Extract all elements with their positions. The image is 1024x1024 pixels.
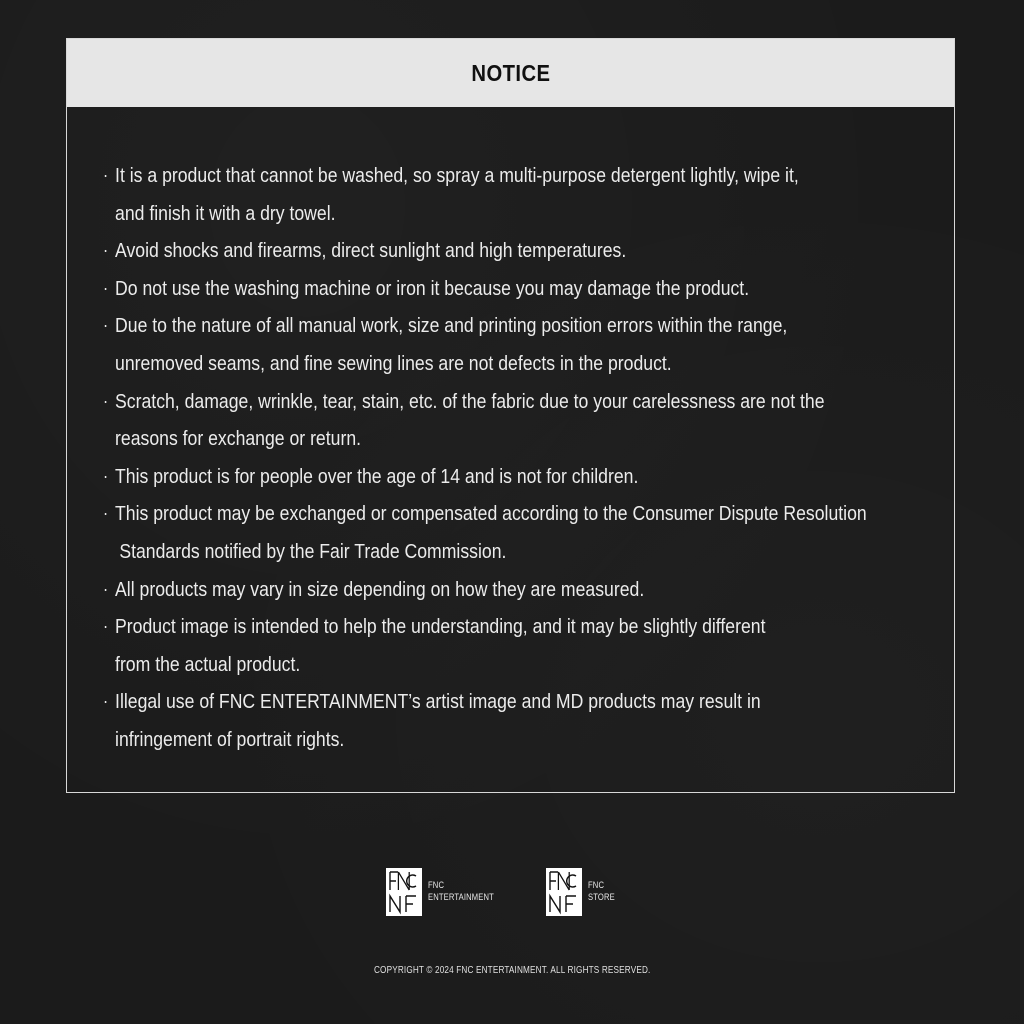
logo-line-2: STORE — [588, 892, 616, 903]
bullet: · — [103, 503, 109, 524]
notice-line: Do not use the washing machine or iron it because you may damage the product. — [115, 276, 750, 300]
fnc-entertainment-logo[interactable] — [386, 868, 510, 916]
fnc-store-label — [588, 880, 615, 904]
notice-item — [103, 458, 835, 496]
notice-line: Scratch, damage, wrinkle, tear, stain, etc. of the fabric due to your carelessness are not the — [115, 389, 825, 413]
copyright — [0, 964, 1024, 976]
logo-line-2: ENTERTAINMENT — [428, 892, 494, 903]
notice-item — [103, 307, 835, 382]
logo-line-1: FNC — [428, 880, 445, 891]
fnc-logo-mark-icon — [386, 868, 422, 916]
notice-item — [103, 571, 835, 609]
notice-line: Avoid shocks and firearms, direct sunlight and high temperatures. — [115, 239, 627, 263]
copyright-text: COPYRIGHT © 2024 FNC ENTERTAINMENT. ALL RIGHTS RESERVED. — [373, 964, 651, 976]
notice-line: and finish it with a dry towel. — [115, 201, 336, 225]
bullet: · — [103, 616, 109, 637]
notice-line: from the actual product. — [115, 652, 301, 676]
notice-list — [67, 107, 954, 759]
bullet: · — [103, 165, 109, 185]
notice-item — [103, 232, 835, 270]
notice-line: reasons for exchange or return. — [115, 427, 362, 451]
notice-line: This product may be exchanged or compensated according to the Consumer Dispute Resolution — [115, 502, 867, 526]
notice-line: infringement of portrait rights. — [115, 727, 345, 751]
notice-header — [67, 39, 954, 107]
notice-title: NOTICE — [470, 59, 551, 86]
notice-line: Due to the nature of all manual work, size and printing position errors within the range, — [115, 314, 788, 338]
notice-line: Illegal use of FNC ENTERTAINMENT’s artist image and MD products may result in — [115, 690, 761, 714]
notice-item — [103, 683, 835, 758]
notice-box — [66, 38, 955, 793]
bullet: · — [103, 315, 109, 336]
notice-line: All products may vary in size depending on how they are measured. — [115, 577, 645, 601]
notice-line: unremoved seams, and fine sewing lines are not defects in the product. — [115, 351, 672, 375]
bullet: · — [103, 240, 109, 261]
notice-line: Standards notified by the Fair Trade Commission. — [119, 539, 507, 563]
notice-item — [103, 383, 835, 458]
logo-line-1: FNC — [588, 880, 605, 891]
notice-item — [103, 495, 867, 570]
fnc-store-logo[interactable] — [546, 868, 622, 916]
notice-item — [103, 157, 835, 232]
fnc-entertainment-label — [428, 880, 494, 904]
bullet: · — [103, 578, 109, 599]
fnc-store-mark-icon — [546, 868, 582, 916]
notice-item — [103, 608, 835, 683]
bullet: · — [103, 390, 109, 411]
bullet: · — [103, 465, 109, 486]
footer-logos — [386, 868, 622, 916]
notice-item — [103, 270, 835, 308]
bullet: · — [103, 277, 109, 298]
bullet: · — [103, 691, 109, 712]
notice-line: Product image is intended to help the understanding, and it may be slightly different — [115, 615, 766, 639]
notice-line: This product is for people over the age of 14 and is not for children. — [115, 464, 639, 488]
notice-line: It is a product that cannot be washed, so spray a multi-purpose detergent lightly, wipe it, — [115, 164, 799, 187]
